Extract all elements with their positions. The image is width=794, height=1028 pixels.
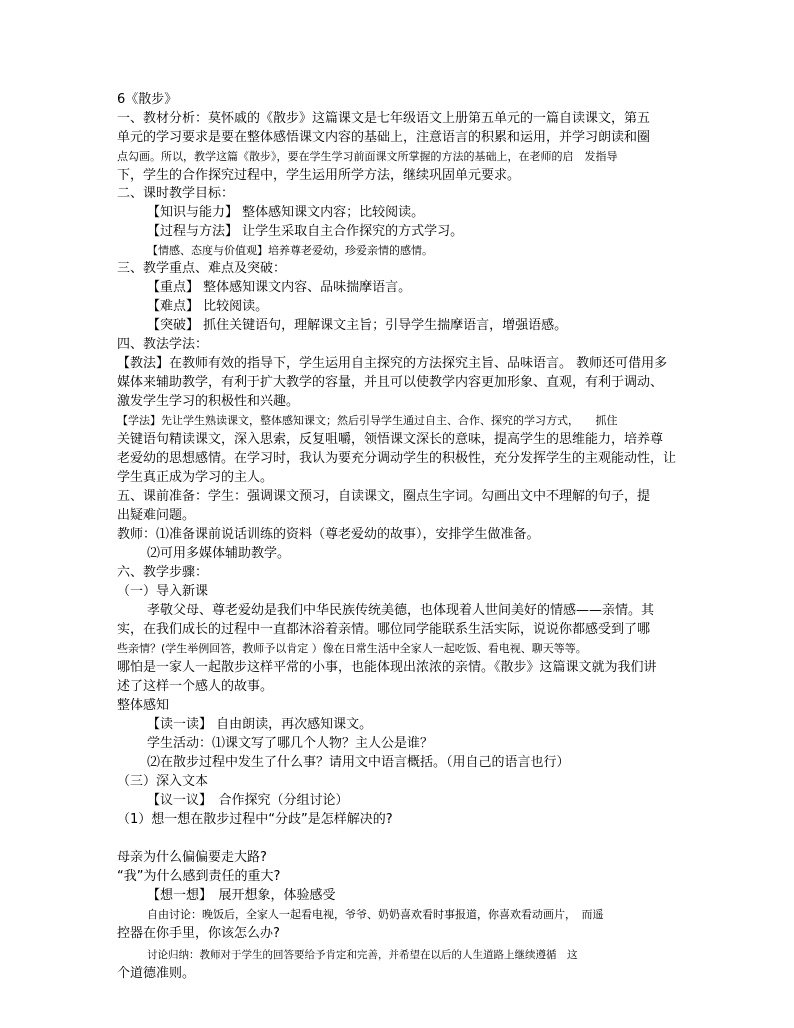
- doc-line: 点勾画。所以，教学这篇《散步》，要在学生学习前面课文所掌握的方法的基础上，在老师的启 发指导: [117, 150, 618, 163]
- doc-line: 媒体来辅助教学，有利于扩大教学的容量，并且可以使教学内容更加形象、直观，有利于调动、: [117, 375, 664, 390]
- doc-line: 【议一议】 合作探究（分组讨论）: [147, 793, 349, 808]
- doc-line: ⑵在散步过程中发生了什么事？请用文中语言概括。（用自己的语言也行）: [147, 755, 570, 770]
- doc-line: 【知识与能力】 整体感知课文内容；比较阅读。: [147, 205, 425, 220]
- doc-line: 些亲情？(学生举例回答，教师予以肯定 ）像在日常生活中全家人一起吃饭、看电视、聊天等等。: [117, 642, 587, 655]
- section-heading: 六、教学步骤：: [117, 565, 209, 580]
- doc-line: 【难点】 比较阅读。: [147, 299, 269, 314]
- doc-line: 学生活动：⑴课文写了哪几个人物？主人公是谁？: [147, 736, 434, 751]
- doc-title: 6《散步》: [117, 92, 178, 107]
- doc-line: 【想一想】 展开想象，体验感受: [147, 888, 336, 903]
- doc-line: 一、教材分析：莫怀戚的《散步》这篇课文是七年级语文上册第五单元的一篇自读课文，第五: [117, 111, 651, 126]
- doc-line: ⑵可用多媒体辅助教学。: [147, 546, 291, 561]
- doc-line: 自由讨论：晚饭后，全家人一起看电视，爷爷、奶奶喜欢看时事报道，你喜欢看动画片， 而遥: [147, 908, 604, 921]
- doc-line: 【重点】 整体感知课文内容、品味揣摩语言。: [147, 280, 412, 295]
- section-heading: 三、教学重点、难点及突破：: [117, 261, 287, 276]
- doc-line: 哪怕是一家人一起散步这样平常的小事，也能体现出浓浓的亲情。《散步》这篇课文就为我们讲: [117, 660, 657, 675]
- doc-line: 【过程与方法】 让学生采取自主合作探究的方式学习。: [147, 224, 464, 239]
- doc-line: 控器在你手里，你该怎么办?: [117, 926, 280, 941]
- doc-line: 母亲为什么偏偏要走大路?: [117, 850, 267, 865]
- doc-line: 【教法】在教师有效的指导下，学生运用自主探究的方法探究主旨、品味语言。 教师还可借用多: [117, 356, 668, 371]
- doc-line: 【情感、态度与价值观】培养尊老爱幼，珍爱亲情的感情。: [147, 244, 433, 257]
- doc-line: 讨论归纳：教师对于学生的回答要给予肯定和完善，并希望在以后的人生道路上继续遵循 这: [147, 949, 578, 961]
- subsection-heading: 整体感知: [117, 698, 170, 713]
- doc-line: 个道德准则。: [117, 966, 196, 981]
- doc-line: 【读一读】 自由朗读，再次感知课文。: [147, 717, 373, 732]
- doc-line: 述了这样一个感人的故事。: [117, 679, 274, 694]
- doc-line: 学生真正成为学习的主人。: [117, 470, 274, 485]
- subsection-heading: （三）深入文本: [117, 774, 209, 789]
- doc-line: 孝敬父母、尊老爱幼是我们中华民族传统美德，也体现着人世间美好的情感——亲情。其: [147, 603, 655, 618]
- doc-line: 【学法】先让学生熟读课文，整体感知课文；然后引导学生通过自主、合作、探究的学习方式， 抓住: [117, 414, 618, 427]
- doc-line: 单元的学习要求是要在整体感悟课文内容的基础上，注意语言的积累和运用，并学习朗读和圈: [117, 130, 651, 145]
- subsection-heading: （一）导入新课: [117, 584, 209, 599]
- section-heading: 五、课前准备：学生：强调课文预习，自读课文，圈点生字词。勾画出文中不理解的句子，提: [117, 489, 651, 504]
- doc-line: 【突破】 抓住关键语句，理解课文主旨；引导学生揣摩语言，增强语感。: [147, 318, 568, 333]
- doc-line: 关键语句精读课文，深入思索，反复咀嚼，领悟课文深长的意味，提高学生的思维能力，培养尊: [117, 432, 664, 447]
- doc-line: 激发学生学习的积极性和兴趣。: [117, 394, 300, 409]
- doc-line: 实，在我们成长的过程中一直都沐浴着亲情。哪位同学能联系生活实际，说说你都感受到了哪: [117, 622, 651, 637]
- doc-line: 下，学生的合作探究过程中，学生运用所学方法，继续巩固单元要求。: [117, 168, 521, 183]
- doc-line: 老爱幼的思想感情。在学习时，我认为要充分调动学生的积极性，充分发挥学生的主观能动性，让: [117, 451, 677, 466]
- doc-line: “我”为什么感到责任的重大?: [117, 869, 281, 884]
- doc-line: 教师：⑴准备课前说话训练的资料（尊老爱幼的故事），安排学生做准备。: [117, 527, 540, 542]
- doc-line: 出疑难问题。: [117, 508, 196, 523]
- doc-line: （1）想一想在散步过程中“分歧”是怎样解决的?: [117, 812, 393, 827]
- section-heading: 四、教法学法：: [117, 337, 209, 352]
- section-heading: 二、课时教学目标：: [117, 186, 235, 201]
